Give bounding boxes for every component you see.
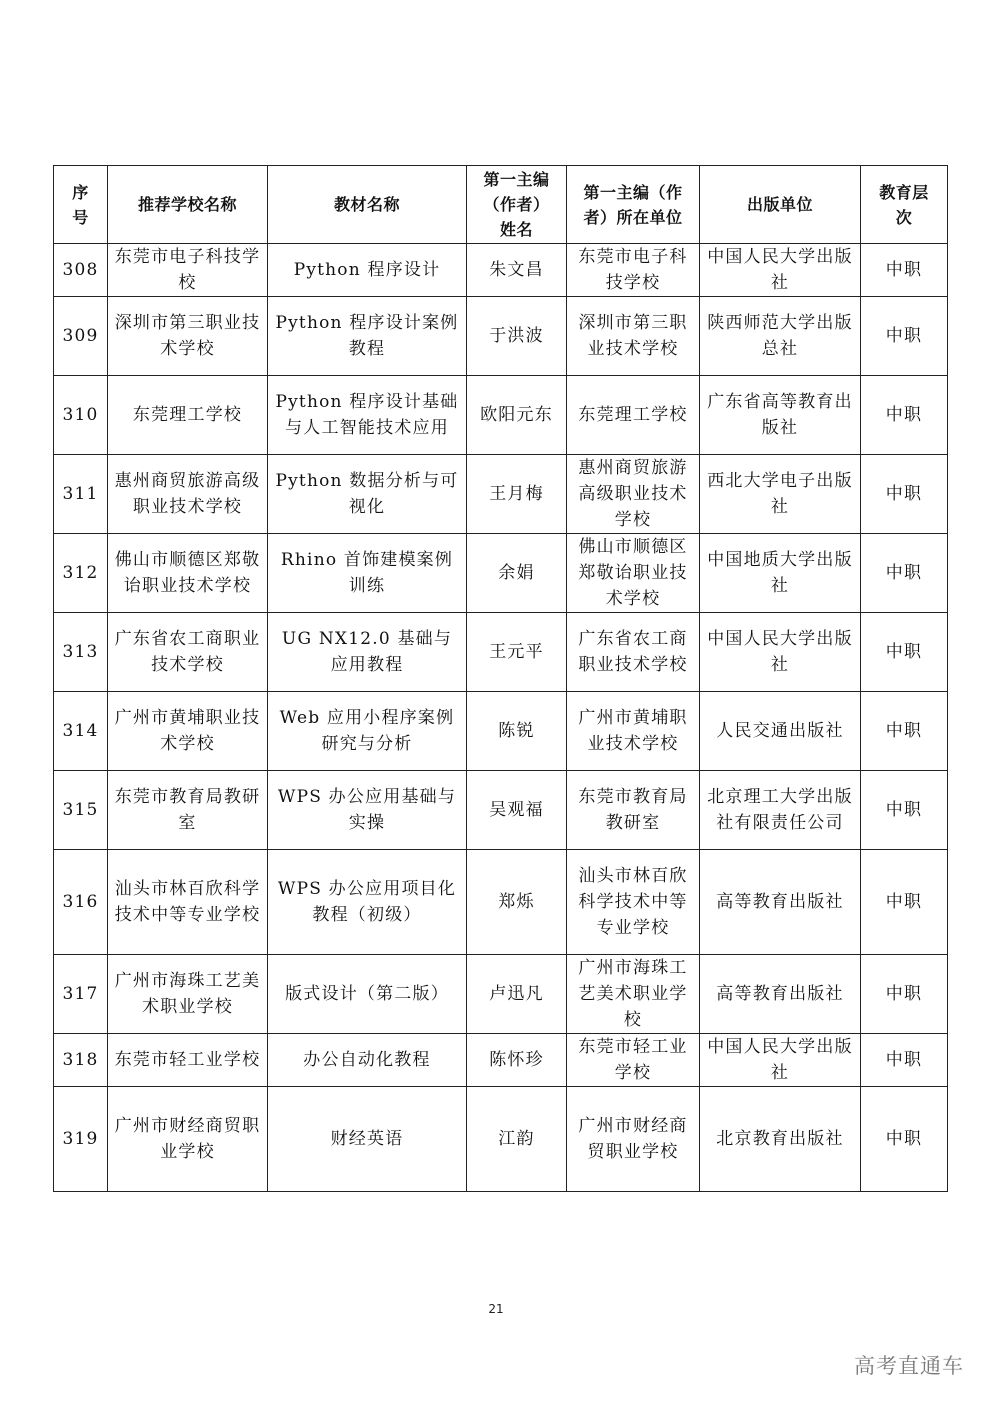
watermark: 高考直通车 bbox=[854, 1354, 964, 1378]
row-publisher: 中国人民大学出版社 bbox=[700, 1034, 861, 1087]
table-row bbox=[54, 1034, 948, 1087]
row-school: 惠州商贸旅游高级职业技术学校 bbox=[108, 455, 268, 534]
row-publisher: 西北大学电子出版社 bbox=[700, 455, 861, 534]
row-school: 广州市黄埔职业技术学校 bbox=[108, 692, 268, 771]
row-textbook: Web 应用小程序案例研究与分析 bbox=[268, 692, 467, 771]
row-serial: 311 bbox=[54, 455, 108, 534]
row-school: 东莞理工学校 bbox=[108, 376, 268, 455]
header-level: 教育层次 bbox=[861, 166, 948, 244]
row-level: 中职 bbox=[861, 613, 948, 692]
table-row bbox=[54, 613, 948, 692]
row-level: 中职 bbox=[861, 297, 948, 376]
row-level: 中职 bbox=[861, 1087, 948, 1192]
row-publisher: 北京理工大学出版社有限责任公司 bbox=[700, 771, 861, 850]
row-serial: 317 bbox=[54, 955, 108, 1034]
row-textbook: UG NX12.0 基础与应用教程 bbox=[268, 613, 467, 692]
row-publisher: 高等教育出版社 bbox=[700, 955, 861, 1034]
row-textbook: 财经英语 bbox=[268, 1087, 467, 1192]
header-row bbox=[54, 166, 948, 244]
header-serial: 序号 bbox=[54, 166, 108, 244]
row-editor-unit: 佛山市顺德区郑敬诒职业技术学校 bbox=[567, 534, 700, 613]
table-row bbox=[54, 1087, 948, 1192]
row-level: 中职 bbox=[861, 850, 948, 955]
row-editor-name: 卢迅凡 bbox=[467, 955, 567, 1034]
row-level: 中职 bbox=[861, 955, 948, 1034]
table-row bbox=[54, 534, 948, 613]
row-level: 中职 bbox=[861, 244, 948, 297]
row-textbook: Python 数据分析与可视化 bbox=[268, 455, 467, 534]
row-editor-name: 余娟 bbox=[467, 534, 567, 613]
row-editor-name: 王元平 bbox=[467, 613, 567, 692]
row-textbook: 版式设计（第二版） bbox=[268, 955, 467, 1034]
row-serial: 313 bbox=[54, 613, 108, 692]
row-serial: 308 bbox=[54, 244, 108, 297]
row-publisher: 广东省高等教育出版社 bbox=[700, 376, 861, 455]
header-publisher: 出版单位 bbox=[700, 166, 861, 244]
row-editor-name: 陈怀珍 bbox=[467, 1034, 567, 1087]
row-publisher: 中国人民大学出版社 bbox=[700, 244, 861, 297]
page-number: 21 bbox=[488, 1302, 504, 1316]
row-editor-unit: 东莞市教育局教研室 bbox=[567, 771, 700, 850]
row-editor-unit: 汕头市林百欣科学技术中等专业学校 bbox=[567, 850, 700, 955]
row-publisher: 陕西师范大学出版总社 bbox=[700, 297, 861, 376]
row-school: 广州市海珠工艺美术职业学校 bbox=[108, 955, 268, 1034]
textbook-table bbox=[53, 165, 948, 1192]
row-serial: 310 bbox=[54, 376, 108, 455]
table-body bbox=[54, 244, 948, 1192]
table-row bbox=[54, 955, 948, 1034]
row-textbook: Python 程序设计案例教程 bbox=[268, 297, 467, 376]
row-editor-unit: 广州市黄埔职业技术学校 bbox=[567, 692, 700, 771]
row-serial: 309 bbox=[54, 297, 108, 376]
row-level: 中职 bbox=[861, 771, 948, 850]
row-level: 中职 bbox=[861, 455, 948, 534]
row-editor-unit: 深圳市第三职业技术学校 bbox=[567, 297, 700, 376]
row-school: 东莞市电子科技学校 bbox=[108, 244, 268, 297]
row-serial: 318 bbox=[54, 1034, 108, 1087]
row-school: 东莞市教育局教研室 bbox=[108, 771, 268, 850]
row-editor-name: 欧阳元东 bbox=[467, 376, 567, 455]
row-editor-name: 江韵 bbox=[467, 1087, 567, 1192]
row-publisher: 北京教育出版社 bbox=[700, 1087, 861, 1192]
row-publisher: 高等教育出版社 bbox=[700, 850, 861, 955]
row-publisher: 中国地质大学出版社 bbox=[700, 534, 861, 613]
row-level: 中职 bbox=[861, 1034, 948, 1087]
row-level: 中职 bbox=[861, 376, 948, 455]
header-editor-unit: 第一主编（作者）所在单位 bbox=[567, 166, 700, 244]
row-textbook: WPS 办公应用项目化教程（初级） bbox=[268, 850, 467, 955]
table-row bbox=[54, 771, 948, 850]
row-serial: 316 bbox=[54, 850, 108, 955]
table-row bbox=[54, 297, 948, 376]
table-row bbox=[54, 376, 948, 455]
row-textbook: Python 程序设计 bbox=[268, 244, 467, 297]
header-editor-name: 第一主编（作者）姓名 bbox=[467, 166, 567, 244]
row-level: 中职 bbox=[861, 692, 948, 771]
row-serial: 314 bbox=[54, 692, 108, 771]
row-serial: 319 bbox=[54, 1087, 108, 1192]
table-row bbox=[54, 692, 948, 771]
row-level: 中职 bbox=[861, 534, 948, 613]
row-serial: 312 bbox=[54, 534, 108, 613]
row-school: 广东省农工商职业技术学校 bbox=[108, 613, 268, 692]
row-editor-unit: 东莞理工学校 bbox=[567, 376, 700, 455]
row-textbook: Rhino 首饰建模案例训练 bbox=[268, 534, 467, 613]
row-school: 佛山市顺德区郑敬诒职业技术学校 bbox=[108, 534, 268, 613]
row-editor-name: 吴观福 bbox=[467, 771, 567, 850]
row-serial: 315 bbox=[54, 771, 108, 850]
row-school: 深圳市第三职业技术学校 bbox=[108, 297, 268, 376]
table-row bbox=[54, 455, 948, 534]
row-editor-name: 陈锐 bbox=[467, 692, 567, 771]
row-school: 汕头市林百欣科学技术中等专业学校 bbox=[108, 850, 268, 955]
row-school: 广州市财经商贸职业学校 bbox=[108, 1087, 268, 1192]
row-textbook: Python 程序设计基础与人工智能技术应用 bbox=[268, 376, 467, 455]
row-textbook: WPS 办公应用基础与实操 bbox=[268, 771, 467, 850]
row-editor-name: 王月梅 bbox=[467, 455, 567, 534]
row-editor-name: 朱文昌 bbox=[467, 244, 567, 297]
row-editor-unit: 广州市海珠工艺美术职业学校 bbox=[567, 955, 700, 1034]
row-editor-name: 郑烁 bbox=[467, 850, 567, 955]
row-editor-unit: 广东省农工商职业技术学校 bbox=[567, 613, 700, 692]
row-editor-unit: 惠州商贸旅游高级职业技术学校 bbox=[567, 455, 700, 534]
header-textbook: 教材名称 bbox=[268, 166, 467, 244]
row-editor-unit: 广州市财经商贸职业学校 bbox=[567, 1087, 700, 1192]
row-textbook: 办公自动化教程 bbox=[268, 1034, 467, 1087]
header-school: 推荐学校名称 bbox=[108, 166, 268, 244]
row-editor-name: 于洪波 bbox=[467, 297, 567, 376]
row-editor-unit: 东莞市轻工业学校 bbox=[567, 1034, 700, 1087]
table-row bbox=[54, 244, 948, 297]
row-editor-unit: 东莞市电子科技学校 bbox=[567, 244, 700, 297]
row-school: 东莞市轻工业学校 bbox=[108, 1034, 268, 1087]
row-publisher: 中国人民大学出版社 bbox=[700, 613, 861, 692]
row-publisher: 人民交通出版社 bbox=[700, 692, 861, 771]
table-row bbox=[54, 850, 948, 955]
